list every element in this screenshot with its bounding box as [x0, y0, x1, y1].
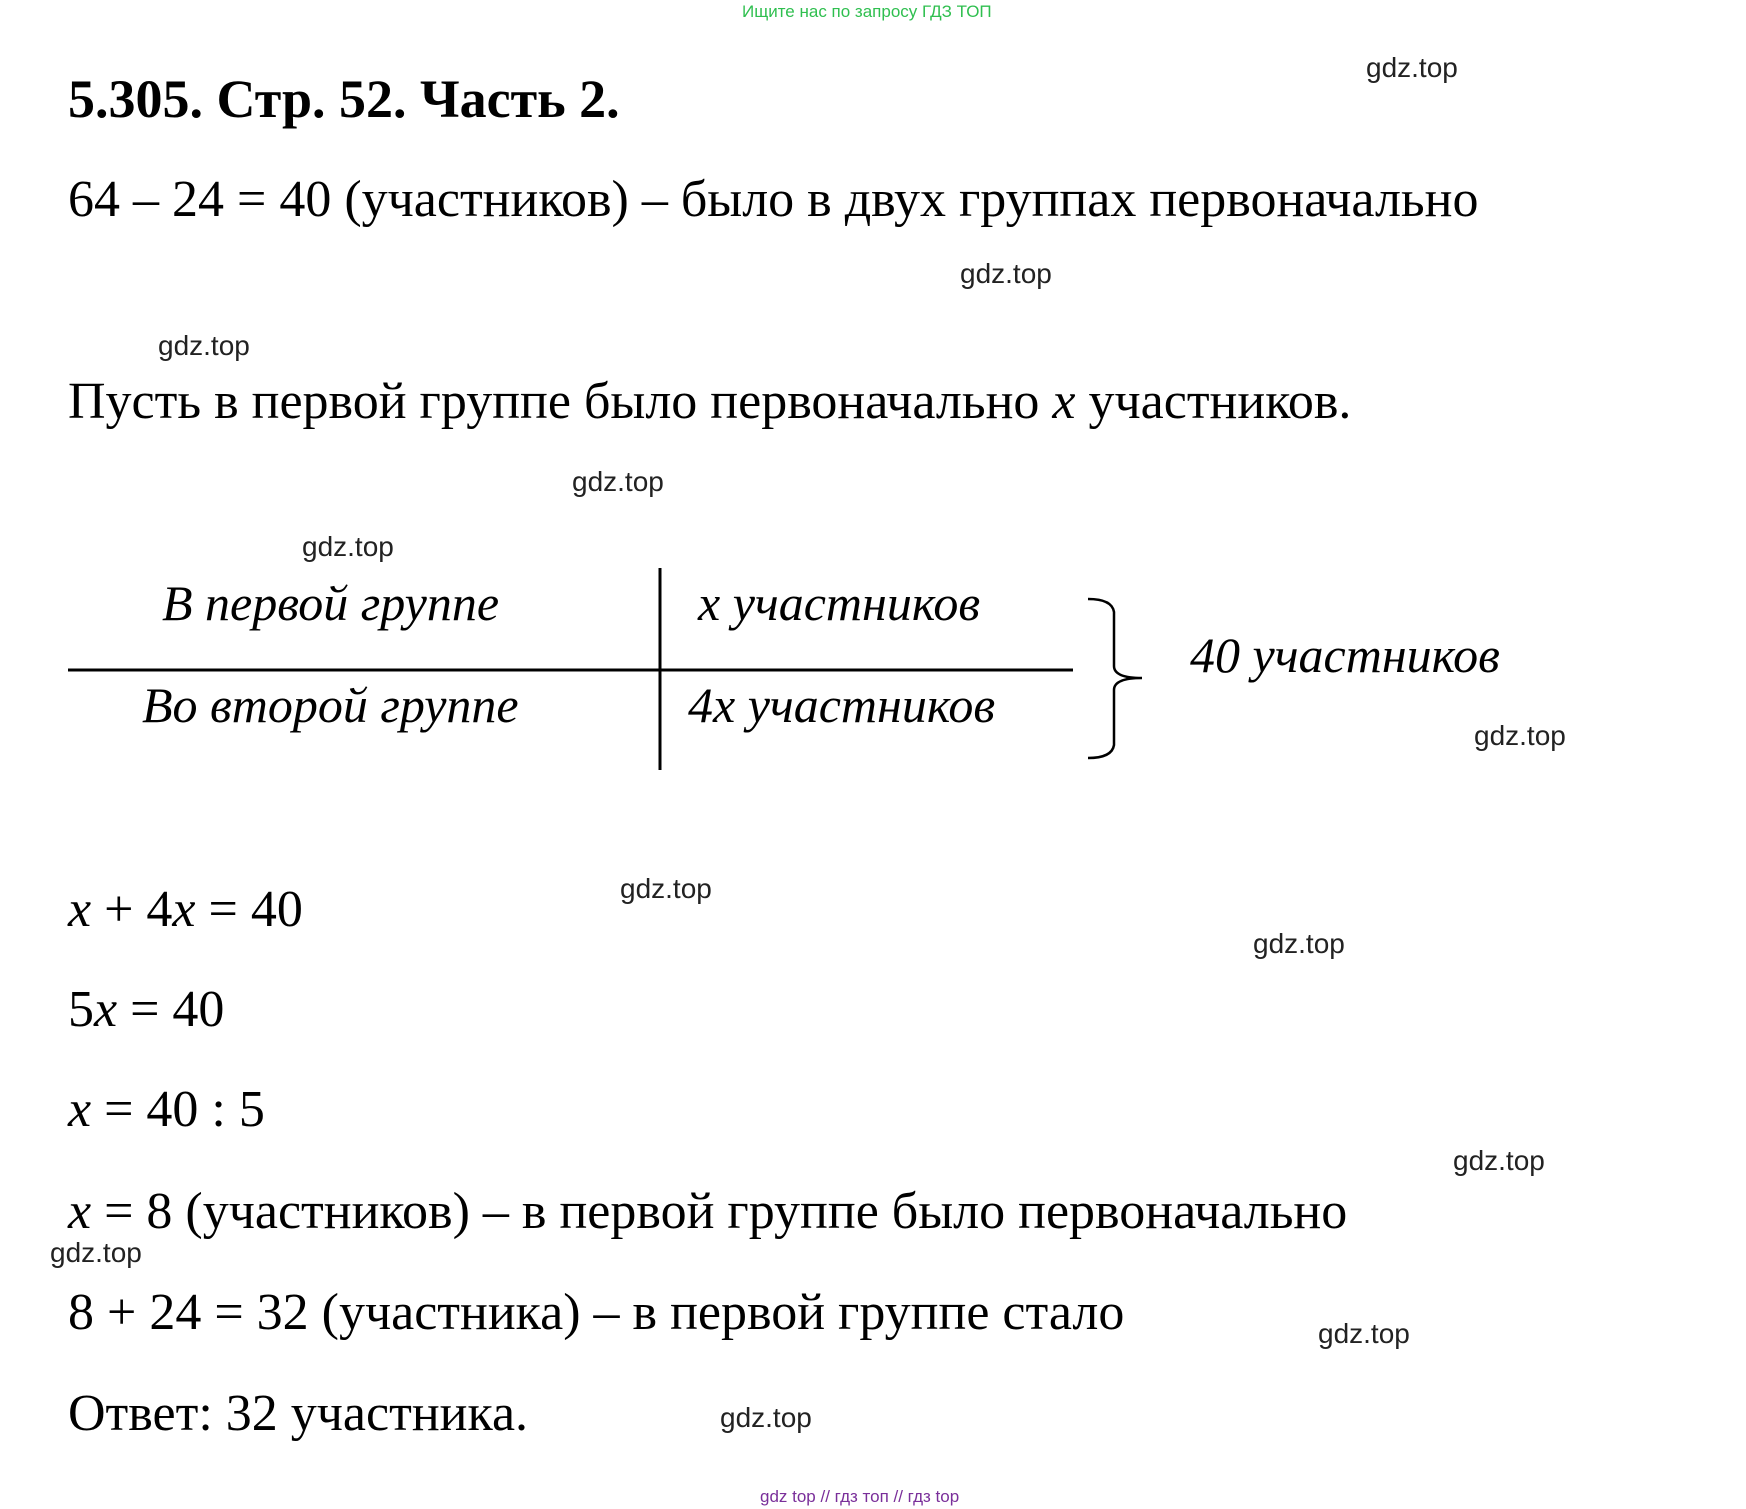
table-row2-value: 4x участников [688, 677, 996, 733]
table-row2-label: Во второй группе [142, 677, 519, 733]
eq2-a: 5 [68, 981, 94, 1038]
watermark: gdz.top [1474, 720, 1566, 751]
watermark: gdz.top [302, 531, 394, 562]
curly-brace [1088, 599, 1142, 758]
table-row1-value: x участников [698, 575, 981, 631]
solution-line-1: 64 – 24 = 40 (участников) – было в двух группах первоначально [68, 171, 1479, 228]
search-hint-link[interactable]: Ищите нас по запросу ГДЗ ТОП [742, 2, 992, 21]
watermark: gdz.top [720, 1402, 812, 1433]
answer-line: Ответ: 32 участника. [68, 1385, 529, 1442]
footer-links[interactable]: gdz top // гдз топ // гдз top [760, 1487, 960, 1506]
watermark: gdz.top [1318, 1318, 1410, 1349]
watermark: gdz.top [620, 873, 712, 904]
eq1-x2: x [172, 881, 196, 938]
watermark: gdz.top [1366, 52, 1458, 83]
equation-3 [68, 1080, 265, 1139]
table-total: 40 участников [1190, 627, 1500, 683]
line2-variable: x [1052, 373, 1076, 430]
page-title: 5.305. Стр. 52. Часть 2. [68, 69, 620, 129]
equation-5: 8 + 24 = 32 (участника) – в первой группе стало [68, 1284, 1125, 1341]
watermark: gdz.top [50, 1237, 142, 1268]
eq1-rest2: = 40 [195, 881, 303, 938]
equation-2 [68, 980, 224, 1039]
eq1-x1: x [68, 881, 92, 938]
eq1-rest1: + 4 [91, 881, 173, 938]
equation-4 [68, 1182, 1347, 1241]
equation-1 [68, 880, 303, 939]
table-row1-label: В первой группе [162, 575, 500, 631]
eq3-x: x [68, 1081, 92, 1138]
watermark: gdz.top [1453, 1145, 1545, 1176]
eq2-b: = 40 [117, 981, 225, 1038]
line2-text-a: Пусть в первой группе было первоначально [68, 373, 1053, 430]
watermark: gdz.top [960, 258, 1052, 289]
eq4-b: = 8 (участников) – в первой группе было первоначально [91, 1183, 1348, 1240]
line2-text-b: участников. [1075, 373, 1352, 430]
watermark: gdz.top [158, 330, 250, 361]
eq4-x: x [68, 1183, 92, 1240]
eq2-x: x [94, 981, 118, 1038]
watermark: gdz.top [572, 466, 664, 497]
watermark: gdz.top [1253, 928, 1345, 959]
eq3-b: = 40 : 5 [91, 1081, 265, 1138]
